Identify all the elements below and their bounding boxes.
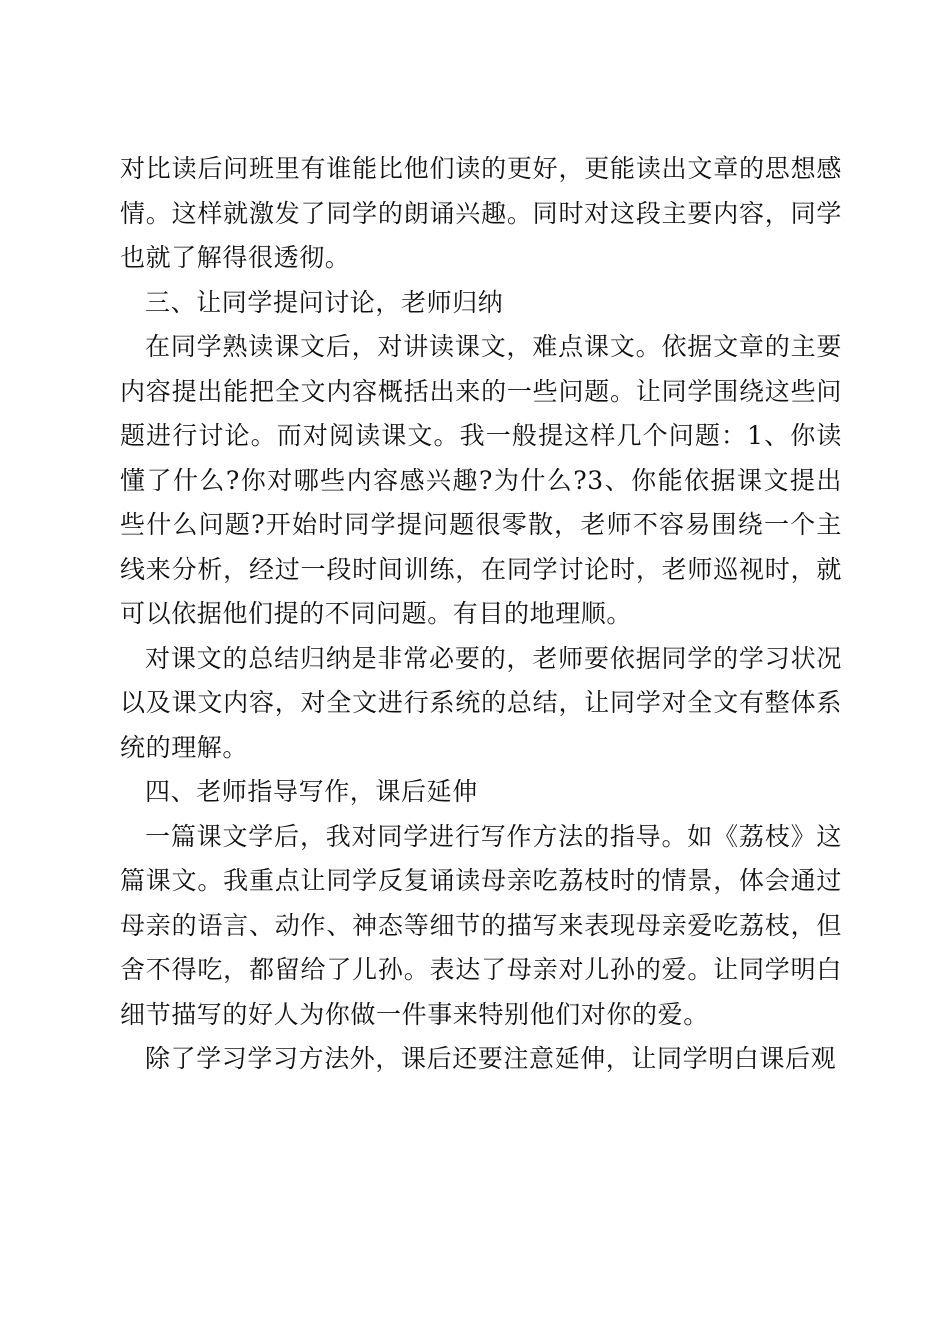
document-body (120, 147, 842, 1082)
paragraph-5: 除了学习学习方法外，课后还要注意延伸，让同学明白课后观 (145, 1044, 837, 1073)
paragraph-1: 对比读后问班里有谁能比他们读的更好，更能读出文章的思想感情。这样就激发了同学的朗诵兴趣。同时对这段主要内容，同学也就了解得很透彻。 (120, 154, 842, 272)
section-heading-4: 四、老师指导写作，课后延伸 (145, 777, 478, 806)
paragraph-4: 一篇课文学后，我对同学进行写作方法的指导。如《荔枝》这篇课文。我重点让同学反复诵读母亲吃荔枝时的情景，体会通过母亲的语言、动作、神态等细节的描写来表现母亲爱吃荔枝，但舍不得吃，都留给了儿孙。表达了母亲对儿孙的爱。让同学明白细节描写的好人为你做一件事来特别他们对你的爱。 (120, 821, 842, 1029)
section-heading-3: 三、让同学提问讨论，老师归纳 (145, 287, 504, 317)
paragraph-2: 在同学熟读课文后，对讲读课文，难点课文。依据文章的主要内容提出能把全文内容概括出来的一些问题。让同学围绕这些问题进行讨论。而对阅读课文。我一般提这样几个问题：1、你读懂了什么?你对哪些内容感兴趣?为什么?3、你能依据课文提出些什么问题?开始时同学提问题很零散，老师不容易围绕一个主线来分析，经过一段时间训练，在同学讨论时，老师巡视时，就可以依据他们提的不同问题。有目的地理顺。 (120, 332, 842, 628)
paragraph-3: 对课文的总结归纳是非常必要的，老师要依据同学的学习状况以及课文内容，对全文进行系统的总结，让同学对全文有整体系统的理解。 (120, 643, 842, 762)
